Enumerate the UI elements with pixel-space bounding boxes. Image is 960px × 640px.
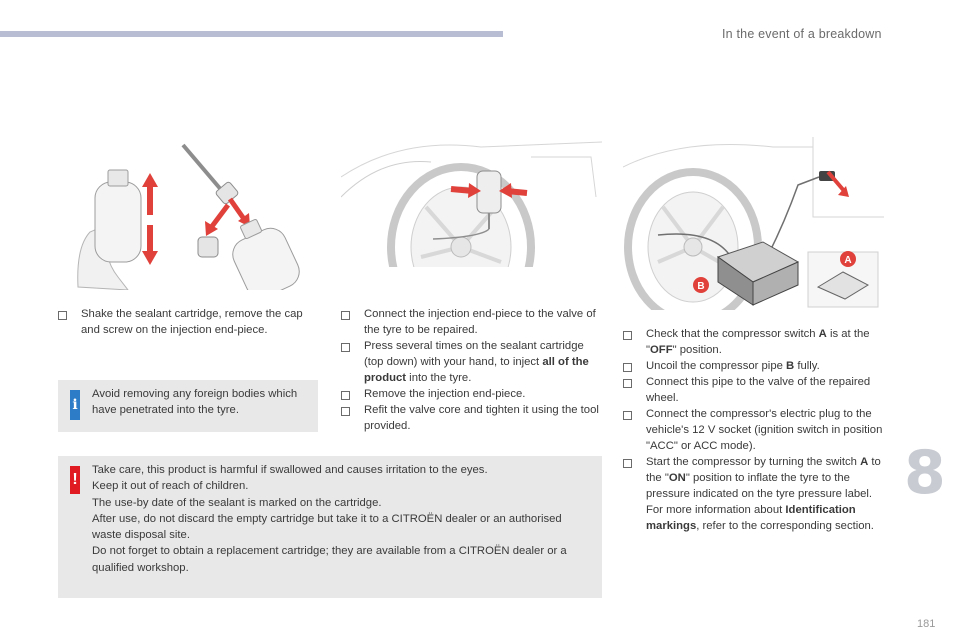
warning-line: Do not forget to obtain a replacement cartridge; they are available from a CITROËN dealer or a qualified workshop. <box>92 545 567 574</box>
list-item: Press several times on the sealant cartridge (top down) with your hand, to inject all of the product into the tyre. <box>341 338 603 386</box>
list-item: Connect the injection end-piece to the valve of the tyre to be repaired. <box>341 306 603 338</box>
label-b: B <box>697 281 705 292</box>
list-item: Check that the compressor switch A is at the "OFF" position. <box>623 326 885 358</box>
middle-column <box>341 306 603 434</box>
checkbox-icon <box>623 363 632 372</box>
checkbox-icon <box>58 311 67 320</box>
checkbox-icon <box>623 459 632 468</box>
list-item: Connect this pipe to the valve of the repaired wheel. <box>623 374 885 406</box>
wheel-injection-illustration <box>341 137 602 267</box>
info-text: Avoid removing any foreign bodies which have penetrated into the tyre. <box>92 388 298 416</box>
checkbox-icon <box>341 311 350 320</box>
chapter-number: 8 <box>904 438 946 508</box>
list-item: Start the compressor by turning the switch A to the "ON" position to inflate the tyre to the pressure indicated on the tyre pressure label. For more information about Identification markings, refer to the corresponding section. <box>623 454 885 534</box>
warning-text <box>92 462 592 576</box>
info-box <box>58 380 318 432</box>
header-bar <box>0 31 503 37</box>
warning-line: The use-by date of the sealant is marked on the cartridge. <box>92 496 382 509</box>
list-item: Remove the injection end-piece. <box>341 386 603 402</box>
list-item: Connect the compressor's electric plug to the vehicle's 12 V socket (ignition switch in position "ACC" or ACC mode). <box>623 406 885 454</box>
checkbox-icon <box>623 411 632 420</box>
list-item: Refit the valve core and tighten it using the tool provided. <box>341 402 603 434</box>
label-a: A <box>844 255 852 266</box>
compressor-illustration <box>623 137 884 310</box>
checkbox-icon <box>341 343 350 352</box>
info-icon: i <box>70 390 80 420</box>
page-number: 181 <box>917 618 936 630</box>
checkbox-icon <box>341 407 350 416</box>
left-column <box>58 306 318 338</box>
list-item: Uncoil the compressor pipe B fully. <box>623 358 885 374</box>
checkbox-icon <box>623 331 632 340</box>
warning-box <box>58 456 602 598</box>
warning-icon: ! <box>70 466 80 494</box>
sealant-cartridge-illustration <box>58 137 318 290</box>
checkbox-icon <box>623 379 632 388</box>
section-title: In the event of a breakdown <box>722 27 882 41</box>
warning-line: Take care, this product is harmful if swallowed and causes irritation to the eyes. <box>92 464 488 476</box>
warning-line: Keep it out of reach of children. <box>92 480 249 493</box>
right-column <box>623 326 885 534</box>
warning-line: After use, do not discard the empty cartridge but take it to a CITROËN dealer or an authorised waste disposal site. <box>92 512 562 542</box>
checkbox-icon <box>341 391 350 400</box>
list-item: Shake the sealant cartridge, remove the cap and screw on the injection end-piece. <box>58 306 318 338</box>
